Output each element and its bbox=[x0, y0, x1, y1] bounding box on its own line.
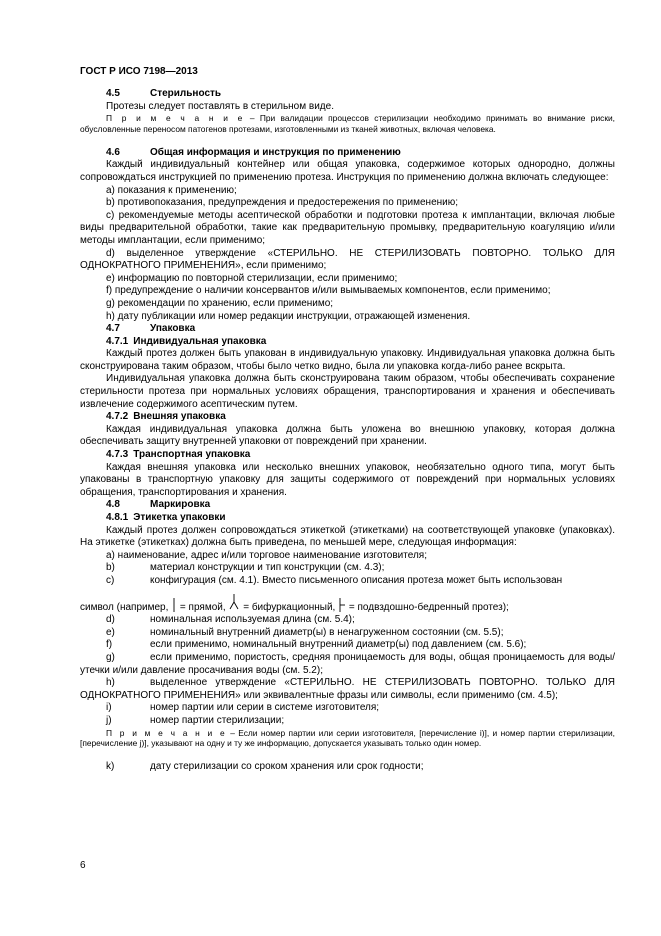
list-text: номер партии стерилизации; bbox=[150, 714, 285, 726]
section-4-7-1-heading bbox=[80, 336, 615, 349]
section-title: Индивидуальная упаковка bbox=[133, 335, 267, 347]
list-text: материал конструкции и тип конструкции (см. 4.3); bbox=[150, 562, 385, 574]
list-text: конфигурация (см. 4.1). Вместо письменного описания протеза может быть использован bbox=[150, 574, 563, 586]
list-marker: k) bbox=[106, 761, 115, 773]
list-marker: i) bbox=[106, 702, 112, 714]
page-content bbox=[80, 88, 615, 774]
list-item bbox=[80, 715, 615, 728]
list-text: номинальная используемая длина (см. 5.4); bbox=[150, 614, 355, 626]
list-marker: e) bbox=[106, 626, 115, 638]
list-item bbox=[80, 627, 615, 640]
page-number: 6 bbox=[80, 860, 86, 871]
section-4-5-heading bbox=[80, 88, 615, 101]
paragraph: Каждая индивидуальная упаковка должна быть уложена во внешнюю упаковку, которая должна обеспечивать защиту внутренней упаковки от повреждений при хранении. bbox=[80, 423, 615, 448]
note bbox=[80, 113, 615, 135]
list-item bbox=[80, 639, 615, 652]
symbol-text: = прямой, bbox=[177, 601, 229, 613]
list-text: если применимо, номинальный внутренний диаметр(ы) под давлением (см. 5.6); bbox=[150, 639, 527, 651]
list-item: g) рекомендации по хранению, если применимо; bbox=[106, 297, 334, 309]
note-label: П р и м е ч а н и е bbox=[106, 113, 245, 124]
paragraph: Протезы следует поставлять в стерильном виде. bbox=[106, 100, 334, 112]
list-item bbox=[80, 562, 615, 575]
list-item: h) дату публикации или номер редакции инструкции, отражающей изменения. bbox=[106, 310, 471, 322]
symbol-text: = бифуркационный, bbox=[240, 601, 339, 613]
section-4-6-heading bbox=[80, 147, 615, 160]
list-marker: f) bbox=[106, 639, 113, 651]
list-item bbox=[80, 575, 615, 588]
section-number: 4.8.1 bbox=[106, 512, 129, 523]
list-text: номинальный внутренний диаметр(ы) в ненагруженном состоянии (см. 5.5); bbox=[150, 626, 504, 638]
symbol-text: = подвздошно-бедренный протез); bbox=[346, 601, 509, 613]
iliofemoral-prosthesis-symbol bbox=[338, 598, 346, 612]
list-text: номер партии или серии в системе изготовителя; bbox=[150, 702, 380, 714]
section-4-8-heading bbox=[80, 499, 615, 512]
section-number: 4.7.1 bbox=[106, 335, 129, 347]
section-4-7-2-heading bbox=[80, 411, 615, 424]
paragraph: Индивидуальная упаковка должна быть сконструирована таким образом, чтобы обеспечивать сохранение стерильности протеза при нормальных условиях обращения, транспортирования и хранения и обеспечивать извлечение содержимого асептическим путем. bbox=[80, 373, 615, 410]
bifurcated-prosthesis-symbol bbox=[228, 594, 240, 610]
section-number: 4.8 bbox=[106, 499, 120, 511]
section-4-7-3-heading bbox=[80, 449, 615, 462]
section-number: 4.7 bbox=[106, 323, 120, 335]
list-item: c) рекомендуемые методы асептической обработки и подготовки протеза к имплантации, включая любые виды предварительной обработки, такие как предварительную промывку, предварительную коагуляцию и/или методы имплантации, если применимо; bbox=[80, 209, 615, 246]
list-marker: g) bbox=[106, 651, 115, 663]
list-item: e) информацию по повторной стерилизации, если применимо; bbox=[106, 272, 398, 284]
note-label: П р и м е ч а н и е bbox=[106, 727, 227, 738]
list-item bbox=[80, 652, 615, 677]
section-number: 4.7.3 bbox=[106, 449, 129, 461]
list-item bbox=[80, 761, 615, 774]
list-item bbox=[80, 702, 615, 715]
list-marker: b) bbox=[106, 562, 115, 574]
list-item: a) показания к применению; bbox=[106, 184, 237, 196]
section-number: 4.5 bbox=[106, 88, 120, 99]
section-title: Стерильность bbox=[150, 88, 222, 99]
symbol-line bbox=[80, 594, 615, 615]
paragraph: Каждый индивидуальный контейнер или общая упаковка, содержимое которых однородно, должны сопровождаться инструкцией по применению протеза. Инструкция по применению должна включать следующее: bbox=[80, 159, 615, 183]
section-title: Внешняя упаковка bbox=[133, 411, 226, 423]
section-title: Этикетка упаковки bbox=[133, 512, 226, 523]
list-marker: j) bbox=[106, 714, 112, 726]
paragraph: Каждый протез должен быть упакован в индивидуальную упаковку. Индивидуальная упаковка должна быть сконструирована таким образом, чтобы было четко видно, была ли упаковка когда-либо ранее вскрыта. bbox=[80, 348, 615, 372]
section-number: 4.6 bbox=[106, 146, 120, 158]
list-marker: d) bbox=[106, 614, 115, 626]
page-header: ГОСТ Р ИСО 7198—2013 bbox=[80, 66, 198, 77]
list-text: если применимо, пористость, средняя проницаемость для воды, общая проницаемость для воды/утечки и/или давление просачивания воды (см. 5.2); bbox=[80, 651, 615, 676]
list-item: a) наименование, адрес и/или торговое наименование изготовителя; bbox=[106, 549, 427, 561]
list-marker: h) bbox=[106, 677, 115, 689]
note-text: – Если номер партии или серии изготовителя, [перечисление i)], и номер партии стерилизации, [перечисление j)], указывают на одну и ту же информацию, допускается указывать только один номер. bbox=[80, 727, 615, 749]
list-item: d) выделенное утверждение «СТЕРИЛЬНО. НЕ СТЕРИЛИЗОВАТЬ ПОВТОРНО. ТОЛЬКО ДЛЯ ОДНОКРАТНОГО ПРИМЕНЕНИЯ», если применимо; bbox=[80, 247, 615, 272]
paragraph: Каждая внешняя упаковка или несколько внешних упаковок, необязательно одного типа, могут быть упакованы в транспортную упаковку для защиты содержимого от повреждений при нормальных условиях обращения, транспортирования и хранения. bbox=[80, 461, 615, 498]
paragraph: Каждый протез должен сопровождаться этикеткой (этикетками) на соответствующей упаковке (упаковках). На этикетке (этикетках) должна быть приведена, по меньшей мере, следующая информация: bbox=[80, 524, 615, 549]
section-4-8-1-heading bbox=[80, 512, 615, 525]
list-item bbox=[80, 614, 615, 627]
section-title: Упаковка bbox=[150, 323, 196, 335]
section-4-7-heading bbox=[80, 323, 615, 336]
section-number: 4.7.2 bbox=[106, 411, 129, 423]
note bbox=[80, 728, 615, 750]
list-text: дату стерилизации со сроком хранения или срок годности; bbox=[150, 761, 424, 773]
list-item: b) противопоказания, предупреждения и предостережения по применению; bbox=[106, 197, 459, 209]
symbol-text: символ (например, bbox=[80, 601, 172, 613]
list-item: f) предупреждение о наличии консервантов и/или вымываемых компонентов, если применимо; bbox=[106, 285, 551, 297]
list-item bbox=[80, 677, 615, 702]
list-marker: c) bbox=[106, 574, 115, 586]
list-text: выделенное утверждение «СТЕРИЛЬНО. НЕ СТЕРИЛИЗОВАТЬ ПОВТОРНО. ТОЛЬКО ДЛЯ ОДНОКРАТНОГО ПРИМЕНЕНИЯ» или эквивалентные фразы или символы, если применимо (см. 4.5); bbox=[80, 677, 615, 701]
section-title: Транспортная упаковка bbox=[133, 449, 251, 461]
note-text: – При валидации процессов стерилизации необходимо принимать во внимание риски, обусловленные переносом патогенов протезами, изготовленными из тканей животных, включая человека. bbox=[80, 113, 615, 134]
section-title: Общая информация и инструкция по применению bbox=[150, 146, 401, 158]
section-title: Маркировка bbox=[150, 499, 211, 511]
